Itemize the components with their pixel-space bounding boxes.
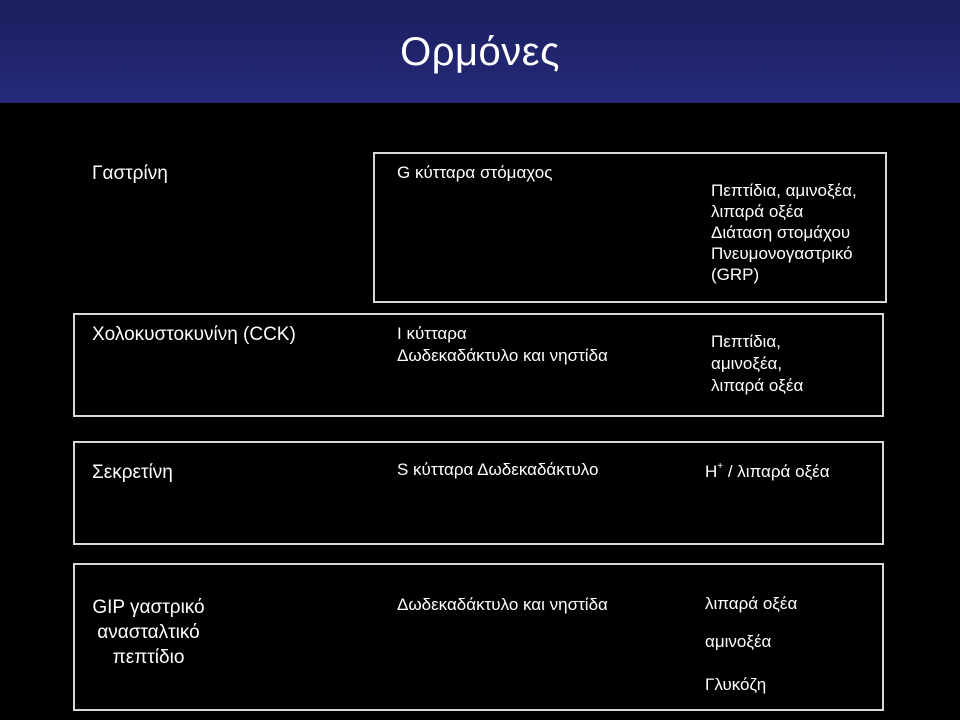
stimulus-line: λιπαρά οξέα: [711, 376, 804, 395]
stimulus-line: αμινοξέα: [705, 632, 772, 651]
source-line: Δωδεκαδάκτυλο και νηστίδα: [397, 595, 608, 614]
source-line: Δωδεκαδάκτυλο και νηστίδα: [397, 346, 608, 365]
source-line: S κύτταρα Δωδεκαδάκτυλο: [397, 460, 599, 479]
name-line: πεπτίδιο: [112, 647, 185, 668]
name-line: GIP γαστρικό: [92, 597, 205, 618]
hormone-stimuli: [711, 331, 803, 397]
stimulus-line: Πεπτίδια,: [711, 332, 781, 351]
page-title: Ορμόνες: [400, 30, 560, 74]
stimulus-line: Πνευμονογαστρικό: [711, 244, 853, 263]
hormone-name: Γαστρίνη: [92, 163, 168, 184]
stimulus-line: λιπαρά οξέα: [705, 594, 798, 613]
hormone-source: [397, 594, 608, 615]
stimulus-line: Γλυκόζη: [705, 675, 767, 694]
stimulus-line: Πεπτίδια, αμινοξέα,: [711, 181, 857, 200]
stimulus-line: Διάταση στομάχου: [711, 223, 851, 242]
source-line: I κύτταρα: [397, 324, 467, 343]
hormone-name: [76, 595, 221, 670]
stimulus-line: (GRP): [711, 265, 760, 284]
hydrogen-ion: H: [705, 462, 718, 481]
hormone-source: [397, 459, 598, 480]
hormone-name: Σεκρετίνη: [92, 462, 173, 483]
hormone-row-secretin: [73, 441, 884, 545]
source-line: G κύτταρα στόμαχος: [397, 163, 553, 182]
hormone-name: Χολοκυστοκυνίνη (CCK): [92, 324, 296, 345]
stimulus-text: / λιπαρά οξέα: [723, 462, 830, 481]
name-line: ανασταλτικό: [97, 622, 200, 643]
ion-charge: +: [717, 461, 724, 472]
stimulus-line: λιπαρά οξέα: [711, 202, 804, 221]
hormone-stimuli: [705, 461, 830, 482]
hormone-stimuli: [705, 594, 797, 694]
stimulus-line: αμινοξέα,: [711, 354, 783, 373]
hormone-source: [397, 162, 552, 183]
hormone-stimuli: [711, 180, 857, 285]
hormone-source: [397, 323, 608, 367]
